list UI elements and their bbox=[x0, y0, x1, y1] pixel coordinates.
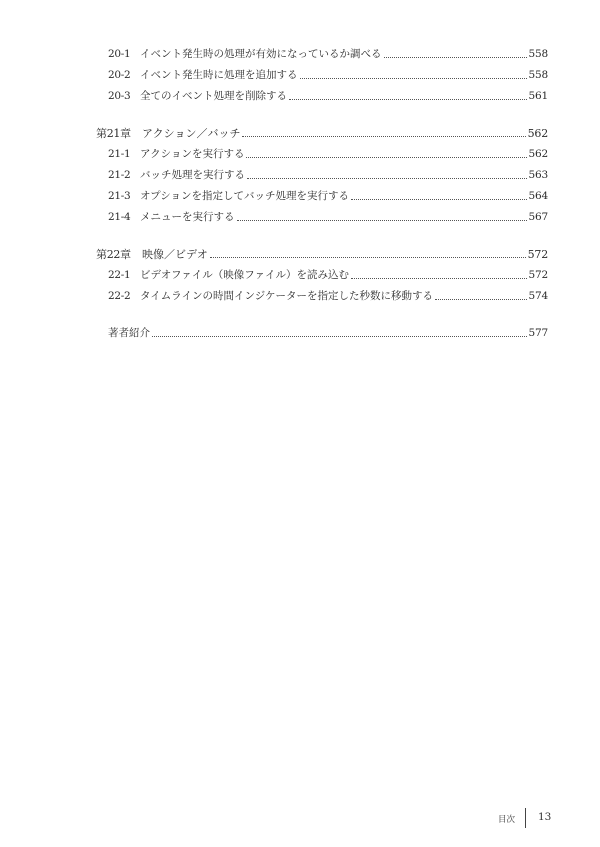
dot-leader bbox=[152, 335, 527, 337]
dot-leader bbox=[435, 298, 527, 300]
page-number: 574 bbox=[528, 290, 548, 302]
page-number: 572 bbox=[527, 248, 548, 261]
toc-chapter[interactable] bbox=[96, 123, 548, 144]
chapter-number: 第22章 bbox=[96, 248, 131, 261]
footer-label: 目次 bbox=[498, 815, 516, 825]
section-number: 21-3 bbox=[108, 190, 131, 202]
toc-entry[interactable] bbox=[96, 186, 548, 207]
section-number: 20-2 bbox=[108, 69, 131, 81]
section-number: 21-2 bbox=[108, 169, 131, 181]
page-number: 561 bbox=[528, 90, 548, 102]
section-number: 20-3 bbox=[108, 90, 131, 102]
toc-chapter[interactable] bbox=[96, 244, 548, 265]
section-title: ビデオファイル（映像ファイル）を読み込む bbox=[140, 269, 350, 281]
page-number: 572 bbox=[528, 269, 548, 281]
section-title: 全てのイベント処理を削除する bbox=[140, 90, 287, 102]
page-number: 558 bbox=[528, 69, 548, 81]
dot-leader bbox=[242, 135, 525, 137]
toc-entry[interactable] bbox=[96, 286, 548, 307]
page-number: 562 bbox=[527, 127, 548, 140]
dot-leader bbox=[300, 77, 527, 79]
dot-leader bbox=[351, 277, 526, 279]
toc-entry[interactable] bbox=[96, 144, 548, 165]
chapter-title: アクション／バッチ bbox=[142, 127, 241, 140]
dot-leader bbox=[351, 198, 526, 200]
toc-entry[interactable] bbox=[96, 165, 548, 186]
dot-leader bbox=[237, 219, 527, 221]
table-of-contents bbox=[96, 44, 548, 344]
section-title: オプションを指定してバッチ処理を実行する bbox=[140, 190, 350, 202]
page-number: 577 bbox=[528, 327, 548, 339]
footer-page-number: 13 bbox=[538, 811, 552, 823]
page-number: 567 bbox=[528, 211, 548, 223]
toc-entry[interactable] bbox=[96, 86, 548, 107]
section-number: 22-1 bbox=[108, 269, 131, 281]
section-number: 21-1 bbox=[108, 148, 131, 160]
toc-entry[interactable] bbox=[96, 44, 548, 65]
section-title: メニューを実行する bbox=[140, 211, 235, 223]
section-title: バッチ処理を実行する bbox=[140, 169, 245, 181]
dot-leader bbox=[246, 156, 526, 158]
toc-entry[interactable] bbox=[96, 65, 548, 86]
spacer bbox=[96, 228, 548, 244]
page-number: 562 bbox=[528, 148, 548, 160]
toc-entry[interactable] bbox=[96, 265, 548, 286]
footer-divider bbox=[525, 808, 526, 828]
dot-leader bbox=[247, 177, 527, 179]
toc-entry[interactable] bbox=[96, 207, 548, 228]
chapter-number: 第21章 bbox=[96, 127, 131, 140]
section-title: タイムラインの時間インジケーターを指定した秒数に移動する bbox=[140, 290, 434, 302]
section-title: アクションを実行する bbox=[140, 148, 245, 160]
author-title: 著者紹介 bbox=[108, 327, 150, 339]
page-number: 558 bbox=[528, 48, 548, 60]
page-number: 564 bbox=[528, 190, 548, 202]
section-number: 21-4 bbox=[108, 211, 131, 223]
chapter-title: 映像／ビデオ bbox=[142, 248, 208, 261]
section-number: 20-1 bbox=[108, 48, 131, 60]
section-title: イベント発生時の処理が有効になっているか調べる bbox=[140, 48, 382, 60]
spacer bbox=[96, 107, 548, 123]
dot-leader bbox=[384, 56, 527, 58]
page-number: 563 bbox=[528, 169, 548, 181]
dot-leader bbox=[289, 98, 527, 100]
dot-leader bbox=[210, 256, 526, 258]
spacer bbox=[96, 307, 548, 323]
section-number: 22-2 bbox=[108, 290, 131, 302]
page-footer bbox=[470, 808, 560, 828]
toc-author[interactable] bbox=[96, 323, 548, 344]
section-title: イベント発生時に処理を追加する bbox=[140, 69, 298, 81]
